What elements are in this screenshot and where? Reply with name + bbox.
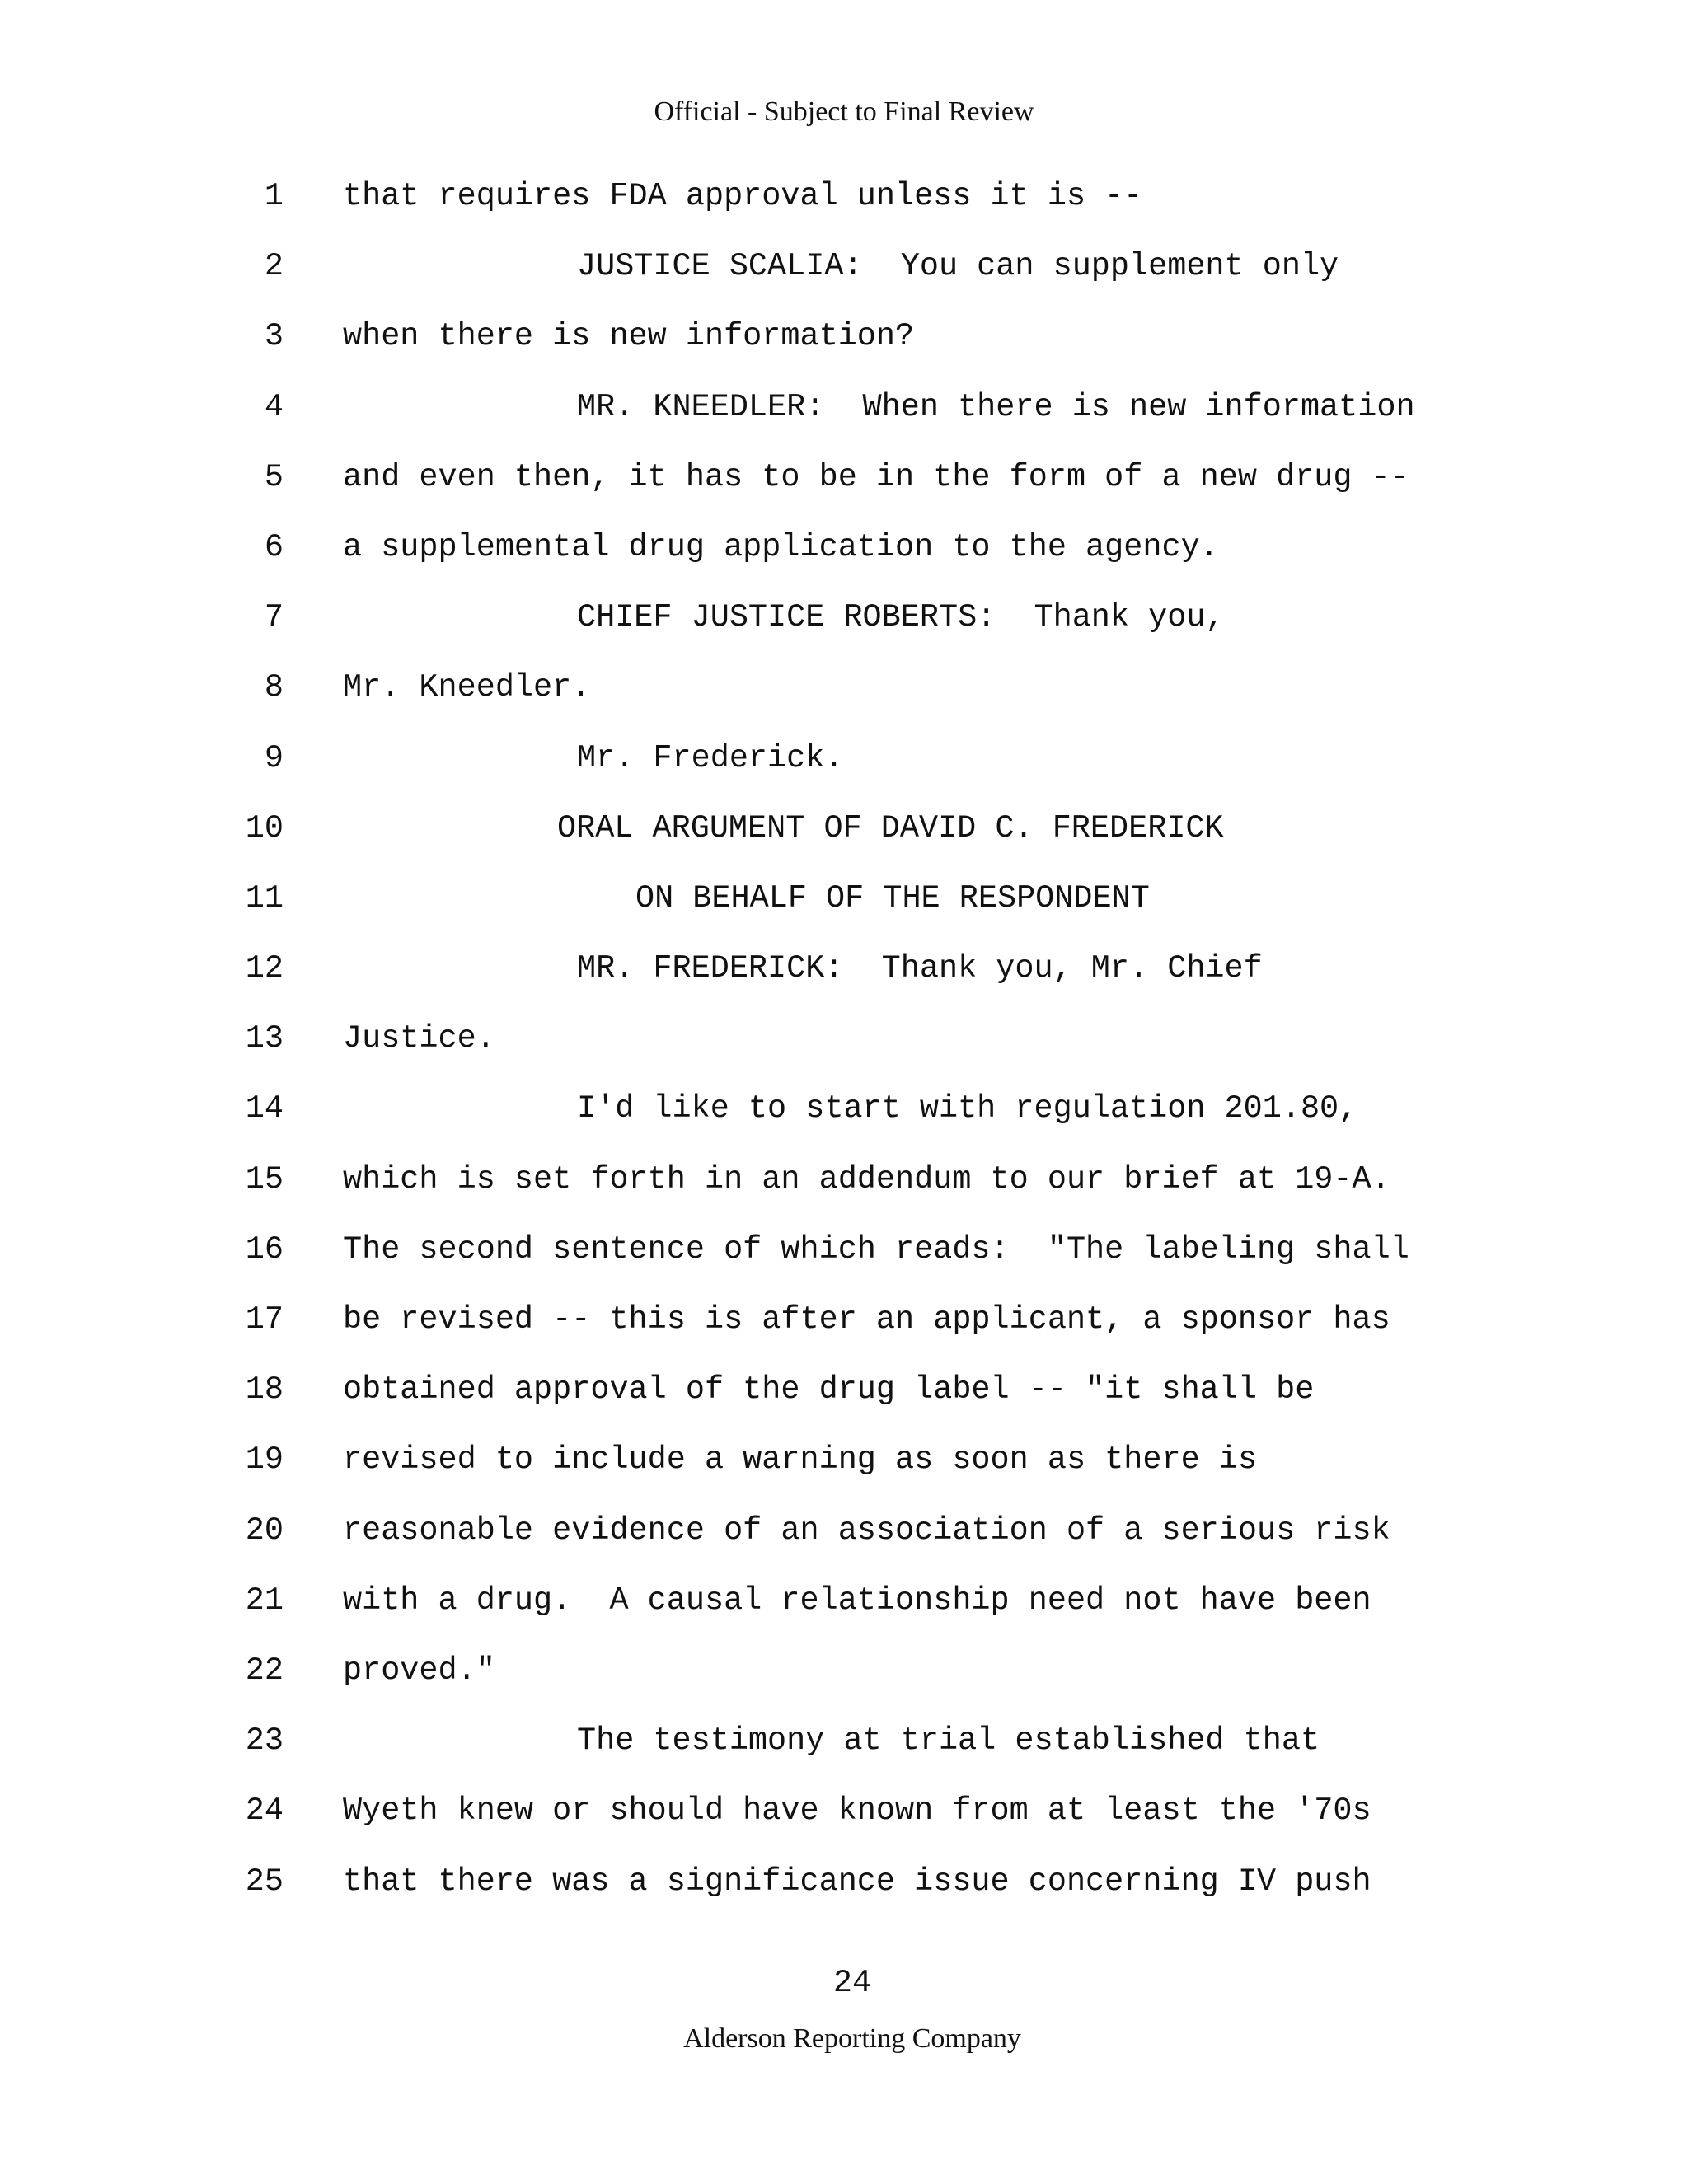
transcript-line — [0, 454, 1688, 524]
line-text: The testimony at trial established that — [577, 1722, 1320, 1760]
transcript-line — [0, 1226, 1688, 1296]
line-text: reasonable evidence of an association of a serious risk — [343, 1511, 1390, 1549]
transcript-line — [0, 1436, 1688, 1507]
transcript-line — [0, 313, 1688, 383]
line-text: Mr. Frederick. — [577, 739, 844, 776]
line-text: that requires FDA approval unless it is -- — [343, 178, 1143, 214]
line-number: 5 — [264, 458, 284, 495]
line-number: 18 — [245, 1371, 284, 1408]
line-text: Justice. — [343, 1020, 495, 1057]
transcript-line — [0, 735, 1688, 805]
transcript-line — [0, 1507, 1688, 1577]
transcript-line — [0, 1718, 1688, 1788]
line-text: MR. KNEEDLER: When there is new information — [577, 388, 1415, 425]
line-number: 21 — [245, 1582, 284, 1619]
line-text: and even then, it has to be in the form of a new drug -- — [343, 458, 1409, 495]
line-number: 20 — [245, 1511, 284, 1549]
page-footer: Alderson Reporting Company — [683, 2023, 1021, 2054]
transcript-line — [0, 1296, 1688, 1366]
line-text: which is set forth in an addendum to our brief at 19-A. — [343, 1160, 1390, 1197]
line-number: 9 — [264, 739, 284, 776]
line-text: that there was a significance issue concerning IV push — [343, 1863, 1372, 1900]
line-number: 15 — [245, 1160, 284, 1197]
transcript-line — [0, 594, 1688, 664]
transcript-line — [0, 1858, 1688, 1929]
line-number: 24 — [245, 1793, 284, 1830]
line-text: proved." — [343, 1652, 495, 1689]
line-number: 25 — [245, 1863, 284, 1900]
transcript-line — [0, 1577, 1688, 1647]
line-number: 12 — [245, 950, 284, 987]
line-number: 22 — [245, 1652, 284, 1689]
line-number: 7 — [264, 599, 284, 636]
transcript-line — [0, 945, 1688, 1015]
line-text: JUSTICE SCALIA: You can supplement only — [577, 248, 1339, 285]
line-number: 1 — [264, 178, 284, 214]
line-number: 2 — [264, 248, 284, 285]
transcript-line — [0, 875, 1688, 945]
page-header: Official - Subject to Final Review — [654, 96, 1034, 127]
line-text: The second sentence of which reads: "The labeling shall — [343, 1230, 1409, 1268]
line-text: I'd like to start with regulation 201.80, — [577, 1090, 1358, 1127]
line-number: 16 — [245, 1230, 284, 1268]
line-text: when there is new information? — [343, 318, 915, 355]
line-number: 17 — [245, 1301, 284, 1338]
line-text: a supplemental drug application to the agency. — [343, 528, 1219, 565]
line-text: MR. FREDERICK: Thank you, Mr. Chief — [577, 950, 1263, 987]
transcript-line — [0, 1085, 1688, 1155]
transcript-line — [0, 384, 1688, 454]
line-number: 8 — [264, 669, 284, 706]
line-number: 3 — [264, 318, 284, 355]
line-number: 13 — [245, 1020, 284, 1057]
line-text: CHIEF JUSTICE ROBERTS: Thank you, — [577, 599, 1225, 636]
transcript-line — [0, 805, 1688, 875]
transcript-line — [0, 664, 1688, 734]
line-number: 14 — [245, 1090, 284, 1127]
line-number: 23 — [245, 1722, 284, 1760]
line-number: 19 — [245, 1441, 284, 1479]
transcript-line — [0, 243, 1688, 313]
section-heading: ORAL ARGUMENT OF DAVID C. FREDERICK — [557, 809, 1224, 846]
line-text: with a drug. A causal relationship need not have been — [343, 1582, 1372, 1619]
line-number: 11 — [245, 879, 284, 916]
section-subheading: ON BEHALF OF THE RESPONDENT — [635, 879, 1150, 916]
transcript-line — [0, 1788, 1688, 1858]
line-number: 4 — [264, 388, 284, 425]
transcript-lines — [0, 173, 1688, 1929]
transcript-line — [0, 524, 1688, 594]
transcript-line — [0, 1156, 1688, 1226]
line-text: obtained approval of the drug label -- "it shall be — [343, 1371, 1315, 1408]
transcript-line — [0, 1366, 1688, 1436]
page-number: 24 — [832, 1965, 872, 2001]
line-number: 6 — [264, 528, 284, 565]
line-text: revised to include a warning as soon as there is — [343, 1441, 1257, 1479]
transcript-line — [0, 173, 1688, 243]
line-number: 10 — [245, 809, 284, 846]
transcript-line — [0, 1015, 1688, 1085]
transcript-line — [0, 1647, 1688, 1718]
line-text: be revised -- this is after an applicant, a sponsor has — [343, 1301, 1390, 1338]
line-text: Mr. Kneedler. — [343, 669, 591, 706]
line-text: Wyeth knew or should have known from at least the '70s — [343, 1793, 1372, 1830]
